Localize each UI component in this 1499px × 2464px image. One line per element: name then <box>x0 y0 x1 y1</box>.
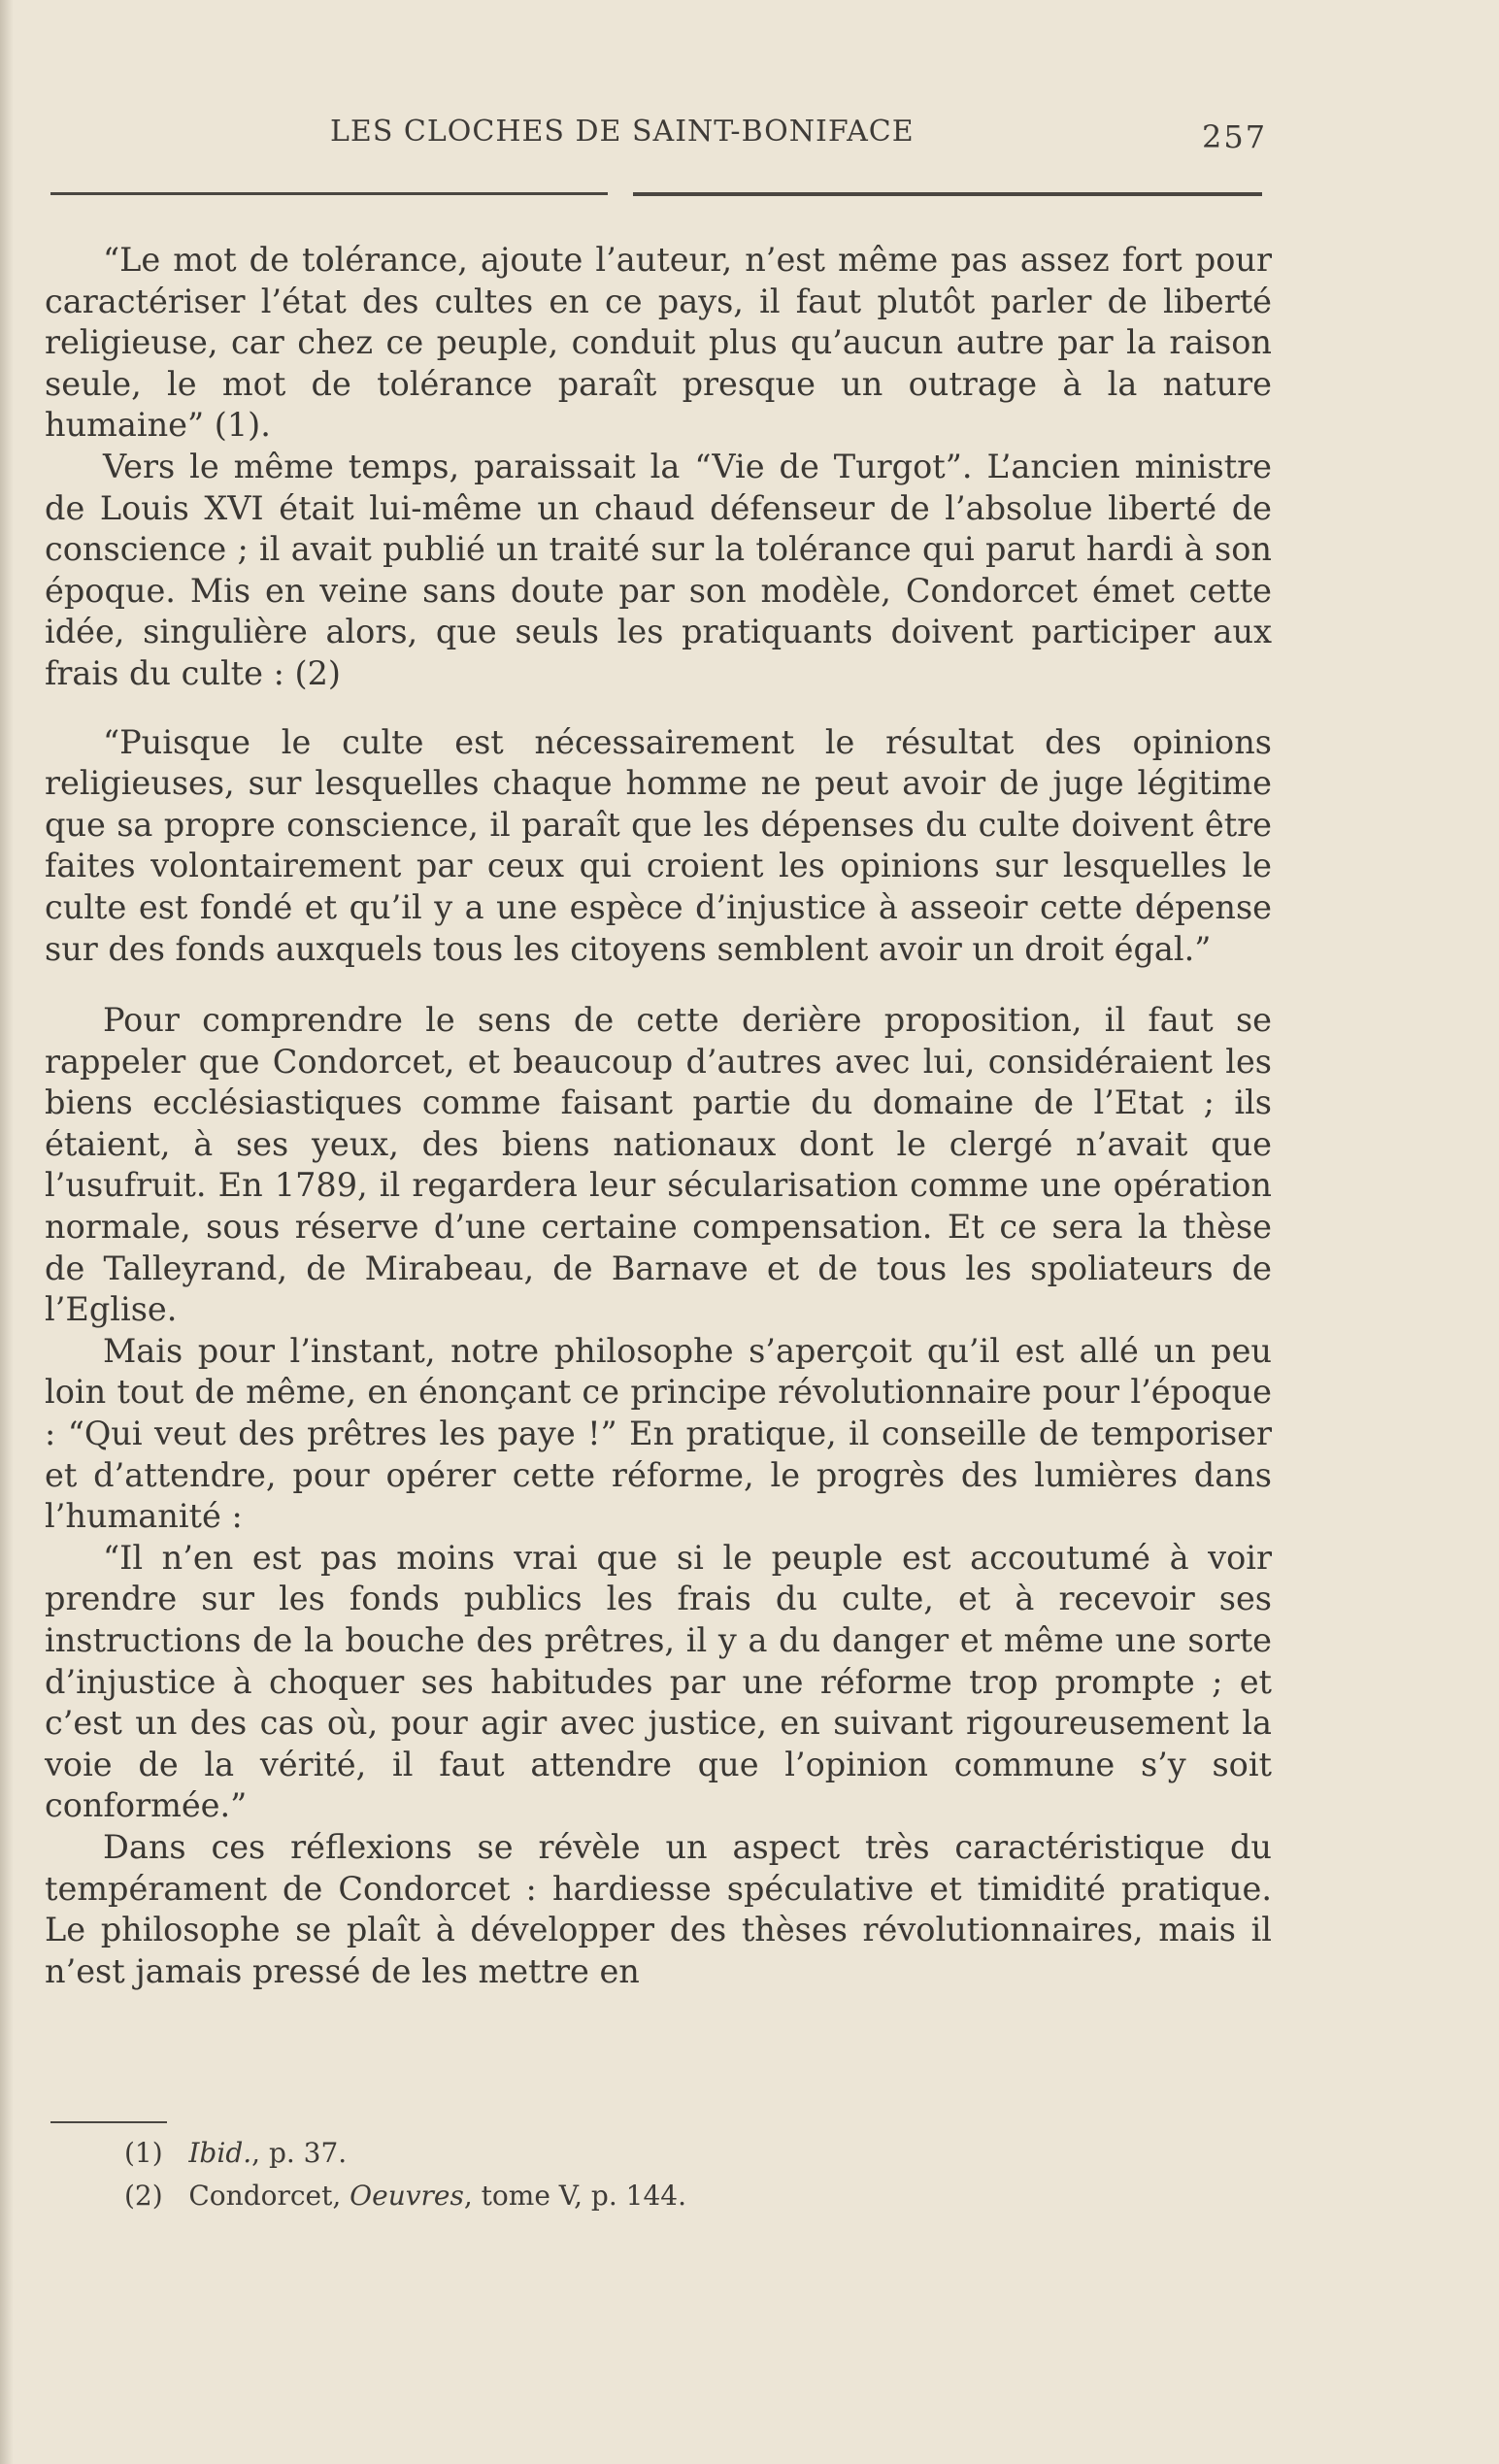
footnote-reference: Ibid. <box>188 2137 252 2169</box>
footnote-text: , tome V, p. 144. <box>463 2180 687 2212</box>
footnote-rule <box>50 2121 167 2123</box>
paragraph-3: Pour comprendre le sens de cette derière proposition, il faut se rappeler que Condorcet, et beaucoup d’autres avec lui, considéraient les biens ecclésiastiques comme faisant partie du domaine de l’Etat ; ils étaient, à ses yeux, des biens nationaux dont le clergé n’avait que l’usufruit. En 1789, il regardera leur sécularisation comme une opération normale, sous réserve d’une certaine compensation. Et ce sera la thèse de Talleyrand, de Mirabeau, de Barnave et de tous les spoliateurs de l’Eglise. <box>45 1001 1272 1329</box>
body-text <box>45 240 1272 1992</box>
header-rule-left <box>50 192 608 195</box>
footnote-title: Oeuvres <box>350 2180 464 2212</box>
footnotes <box>124 2132 686 2217</box>
quote-paragraph-2: “Il n’en est pas moins vrai que si le peuple est accoutumé à voir prendre sur les fonds publics les frais du culte, et à recevoir ses instructions de la bouche des prêtres, il y a du danger et même une sorte d’injustice à choquer ses habitudes par une réforme trop prompte ; et c’est un des cas où, pour agir avec justice, en suivant rigoureusement la voie de la vérité, il faut attendre que l’opinion commune s’y soit conformée.” <box>45 1538 1272 1825</box>
paragraph-4: Mais pour l’instant, notre philosophe s’aperçoit qu’il est allé un peu loin tout de même, en énonçant ce principe révolutionnaire pour l’époque : “Qui veut des prêtres les paye !” En pratique, il conseille de temporiser et d’attendre, pour opérer cette réforme, le progrès des lumières dans l’humanité : <box>45 1331 1272 1536</box>
paragraph-2: Vers le même temps, paraissait la “Vie de Turgot”. L’ancien ministre de Louis XVI était lui-même un chaud défenseur de l’absolue liberté de conscience ; il avait publié un traité sur la tolérance qui parut hardi à son époque. Mis en veine sans doute par son modèle, Condorcet émet cette idée, singulière alors, que seuls les pratiquants doivent participer aux frais du culte : (2) <box>45 447 1272 692</box>
running-title: LES CLOCHES DE SAINT-BONIFACE <box>330 115 915 149</box>
page-edge-shadow <box>0 0 14 2464</box>
footnote-marker: (2) <box>124 2180 163 2212</box>
footnote-marker: (1) <box>124 2137 163 2169</box>
header-rule-right <box>633 192 1262 196</box>
footnote-author: Condorcet, <box>188 2180 350 2212</box>
footnote-text: , p. 37. <box>251 2137 348 2169</box>
footnote-2 <box>124 2175 686 2217</box>
paragraph-5: Dans ces réflexions se révèle un aspect très caractéristique du tempérament de Condorcet : hardiesse spéculative et timidité pratique. Le philosophe se plaît à développer des thèses révolutionnaires, mais il n’est jamais pressé de les mettre en <box>45 1827 1272 1990</box>
paragraph-1: “Le mot de tolérance, ajoute l’auteur, n’est même pas assez fort pour caractériser l’état des cultes en ce pays, il faut plutôt parler de liberté religieuse, car chez ce peuple, conduit plus qu’aucun autre par la raison seule, le mot de tolérance paraît presque un outrage à la nature humaine” (1). <box>45 241 1272 445</box>
page-number: 257 <box>1202 118 1268 155</box>
footnote-1 <box>124 2132 686 2175</box>
quote-paragraph-1: “Puisque le culte est nécessairement le résultat des opinions religieuses, sur lesquelles chaque homme ne peut avoir de juge légitime que sa propre conscience, il paraît que les dépenses du culte doivent être faites volontairement par ceux qui croient les opinions sur lesquelles le culte est fondé et qu’il y a une espèce d’injustice à asseoir cette dépense sur des fonds auxquels tous les citoyens semblent avoir un droit égal.” <box>45 722 1272 968</box>
